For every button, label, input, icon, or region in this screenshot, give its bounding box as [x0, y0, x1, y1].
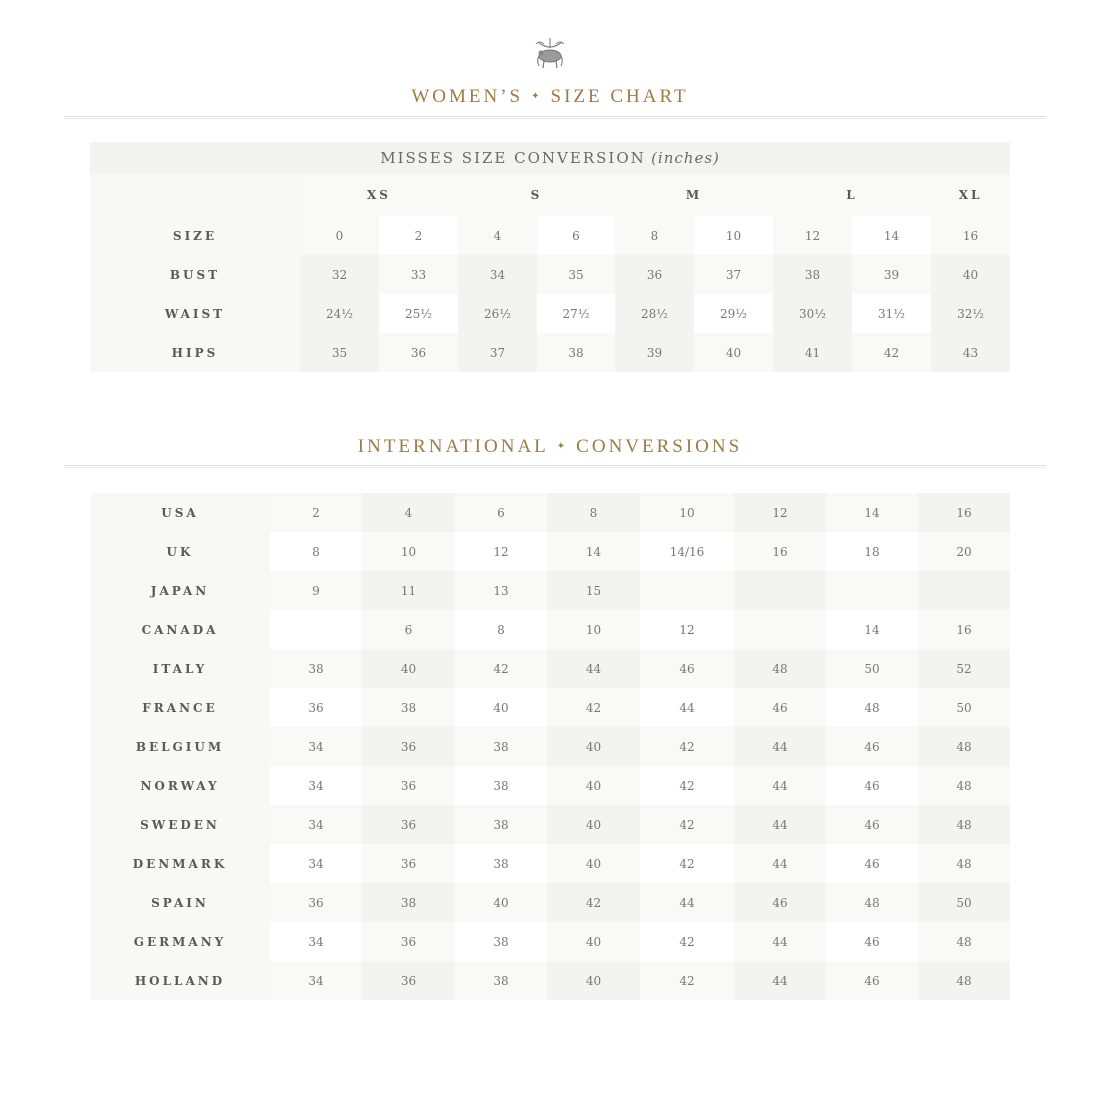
table-cell: 9	[270, 571, 362, 610]
table-cell: 36	[362, 805, 455, 844]
row-label: DENMARK	[90, 844, 270, 883]
table-cell: 40	[547, 844, 640, 883]
table-cell: 14	[547, 532, 640, 571]
table-row	[90, 532, 1010, 571]
table-cell: 41	[773, 333, 852, 372]
page-title	[0, 86, 1100, 108]
table-cell	[826, 571, 918, 610]
row-label: CANADA	[90, 610, 270, 649]
table-cell: 50	[918, 688, 1010, 727]
table-cell: 14	[826, 493, 918, 532]
table-cell: 36	[362, 922, 455, 961]
table-cell: 15	[547, 571, 640, 610]
table-cell: 12	[734, 493, 826, 532]
table-row	[90, 493, 1010, 532]
table-cell: 46	[826, 727, 918, 766]
table-cell: 4	[362, 493, 455, 532]
table-cell: 34	[270, 922, 362, 961]
table-row	[90, 805, 1010, 844]
table-cell: 8	[455, 610, 547, 649]
golden-fleece-logo-icon	[530, 36, 570, 72]
group-s: S	[458, 174, 615, 216]
table-cell	[918, 571, 1010, 610]
international-conversion-table	[90, 493, 1010, 1000]
table-cell: 34	[270, 766, 362, 805]
table-cell: 44	[734, 961, 826, 1000]
table-row	[90, 216, 1010, 255]
table-cell: 16	[918, 493, 1010, 532]
caption-unit: (inches)	[651, 149, 720, 167]
row-label: SIZE	[90, 216, 300, 255]
table-cell: 40	[931, 255, 1010, 294]
table-cell: 34	[458, 255, 537, 294]
table-row	[90, 922, 1010, 961]
table-cell: 48	[826, 883, 918, 922]
row-label: ITALY	[90, 649, 270, 688]
table-cell: 40	[547, 961, 640, 1000]
table-cell: 46	[826, 844, 918, 883]
table-cell	[640, 571, 734, 610]
table-caption	[90, 142, 1010, 174]
table-cell: 10	[694, 216, 773, 255]
table-cell: 16	[931, 216, 1010, 255]
title-divider	[64, 116, 1046, 119]
table-cell: 36	[615, 255, 694, 294]
table-cell: 36	[362, 727, 455, 766]
table-row	[90, 571, 1010, 610]
table-cell: 36	[379, 333, 458, 372]
table-cell: 40	[547, 766, 640, 805]
table-cell: 6	[362, 610, 455, 649]
table-cell: 40	[455, 883, 547, 922]
table-cell: 42	[455, 649, 547, 688]
table-cell: 6	[537, 216, 615, 255]
table-cell: 44	[547, 649, 640, 688]
table-cell: 18	[826, 532, 918, 571]
table-cell: 4	[458, 216, 537, 255]
group-l: L	[773, 174, 931, 216]
table-cell: 46	[826, 805, 918, 844]
row-label: FRANCE	[90, 688, 270, 727]
table-cell: 8	[615, 216, 694, 255]
table-cell: 44	[734, 844, 826, 883]
table-cell: 36	[362, 844, 455, 883]
table-cell: 16	[734, 532, 826, 571]
diamond-separator-icon: ✦	[556, 441, 569, 452]
table-row	[90, 294, 1010, 333]
row-label: HOLLAND	[90, 961, 270, 1000]
table-cell: 38	[270, 649, 362, 688]
table-row	[90, 649, 1010, 688]
table-cell: 38	[455, 805, 547, 844]
table-cell: 37	[694, 255, 773, 294]
table-cell: 6	[455, 493, 547, 532]
table-cell: 48	[918, 805, 1010, 844]
table-row	[90, 883, 1010, 922]
table-cell: 46	[826, 961, 918, 1000]
group-m: M	[615, 174, 773, 216]
table-cell: 40	[455, 688, 547, 727]
table-cell: 34	[270, 727, 362, 766]
size-group-row	[90, 174, 1010, 216]
table-cell: 35	[537, 255, 615, 294]
row-label: SPAIN	[90, 883, 270, 922]
table-cell: 26½	[458, 294, 537, 333]
section-title-international	[0, 436, 1100, 458]
table-cell: 42	[547, 883, 640, 922]
table-cell: 42	[640, 844, 734, 883]
table-cell: 42	[640, 922, 734, 961]
table-cell: 48	[918, 766, 1010, 805]
table-cell: 38	[362, 688, 455, 727]
table-cell: 32	[300, 255, 379, 294]
table-cell: 38	[537, 333, 615, 372]
table-cell: 42	[640, 805, 734, 844]
table-cell: 31½	[852, 294, 931, 333]
table-cell	[734, 610, 826, 649]
table-cell: 12	[455, 532, 547, 571]
table-cell: 12	[773, 216, 852, 255]
group-xs: XS	[300, 174, 458, 216]
table-cell: 34	[270, 805, 362, 844]
table-cell: 40	[362, 649, 455, 688]
table-cell: 14	[852, 216, 931, 255]
table-cell: 44	[640, 883, 734, 922]
table-cell: 42	[640, 961, 734, 1000]
table-row	[90, 255, 1010, 294]
table-cell: 52	[918, 649, 1010, 688]
table-cell: 35	[300, 333, 379, 372]
table-cell: 48	[918, 727, 1010, 766]
table-cell: 14	[826, 610, 918, 649]
table-cell: 10	[547, 610, 640, 649]
table-row	[90, 766, 1010, 805]
table-cell: 38	[455, 922, 547, 961]
table-cell: 11	[362, 571, 455, 610]
table-cell: 43	[931, 333, 1010, 372]
table-cell: 8	[547, 493, 640, 532]
table-cell: 44	[734, 922, 826, 961]
table-row	[90, 844, 1010, 883]
row-label: UK	[90, 532, 270, 571]
row-label: SWEDEN	[90, 805, 270, 844]
table-cell: 36	[270, 883, 362, 922]
table-row	[90, 688, 1010, 727]
table-cell: 40	[694, 333, 773, 372]
table-cell: 38	[773, 255, 852, 294]
row-label: BUST	[90, 255, 300, 294]
row-label: JAPAN	[90, 571, 270, 610]
group-xl: XL	[931, 174, 1010, 216]
table-cell: 42	[640, 766, 734, 805]
table-cell: 36	[270, 688, 362, 727]
table-cell: 48	[918, 922, 1010, 961]
row-label: WAIST	[90, 294, 300, 333]
table-cell: 2	[270, 493, 362, 532]
row-label: HIPS	[90, 333, 300, 372]
row-label: BELGIUM	[90, 727, 270, 766]
table-cell: 46	[734, 688, 826, 727]
table-cell: 42	[547, 688, 640, 727]
table-cell: 36	[362, 766, 455, 805]
table-cell: 38	[455, 844, 547, 883]
table-cell: 40	[547, 727, 640, 766]
table-cell: 40	[547, 922, 640, 961]
table-cell: 39	[615, 333, 694, 372]
table-cell: 0	[300, 216, 379, 255]
table-cell: 46	[826, 766, 918, 805]
table-cell: 10	[362, 532, 455, 571]
row-label: NORWAY	[90, 766, 270, 805]
section-divider	[64, 465, 1046, 468]
table-cell: 24½	[300, 294, 379, 333]
table-cell: 38	[362, 883, 455, 922]
title-right: SIZE CHART	[550, 86, 689, 107]
table-cell: 44	[734, 805, 826, 844]
row-label: USA	[90, 493, 270, 532]
table-cell: 46	[826, 922, 918, 961]
table-cell: 37	[458, 333, 537, 372]
table-cell: 34	[270, 961, 362, 1000]
table-cell: 16	[918, 610, 1010, 649]
table-cell: 32½	[931, 294, 1010, 333]
table-cell: 48	[734, 649, 826, 688]
table-cell: 48	[918, 844, 1010, 883]
title-left: INTERNATIONAL	[357, 436, 549, 457]
title-right: CONVERSIONS	[576, 436, 743, 457]
table-cell: 38	[455, 766, 547, 805]
table-cell: 42	[852, 333, 931, 372]
table-cell: 13	[455, 571, 547, 610]
table-cell: 28½	[615, 294, 694, 333]
table-cell: 44	[734, 766, 826, 805]
table-row	[90, 961, 1010, 1000]
table-cell: 20	[918, 532, 1010, 571]
table-cell: 48	[826, 688, 918, 727]
table-cell: 46	[640, 649, 734, 688]
caption-main: MISSES SIZE CONVERSION	[380, 149, 646, 167]
table-row	[90, 727, 1010, 766]
table-cell: 38	[455, 727, 547, 766]
table-cell	[270, 610, 362, 649]
misses-size-table	[90, 142, 1010, 372]
table-cell: 27½	[537, 294, 615, 333]
table-cell: 30½	[773, 294, 852, 333]
table-cell: 2	[379, 216, 458, 255]
table-cell: 38	[455, 961, 547, 1000]
table-cell: 40	[547, 805, 640, 844]
table-cell: 33	[379, 255, 458, 294]
table-cell: 50	[918, 883, 1010, 922]
table-cell: 29½	[694, 294, 773, 333]
table-cell: 44	[640, 688, 734, 727]
table-cell	[734, 571, 826, 610]
table-cell: 14/16	[640, 532, 734, 571]
table-cell: 8	[270, 532, 362, 571]
title-left: WOMEN’S	[411, 86, 524, 107]
empty-header-cell	[90, 174, 300, 216]
table-cell: 46	[734, 883, 826, 922]
table-row	[90, 333, 1010, 372]
table-cell: 34	[270, 844, 362, 883]
table-cell: 36	[362, 961, 455, 1000]
table-cell: 42	[640, 727, 734, 766]
table-cell: 44	[734, 727, 826, 766]
table-row	[90, 610, 1010, 649]
table-cell: 12	[640, 610, 734, 649]
table-cell: 25½	[379, 294, 458, 333]
table-cell: 10	[640, 493, 734, 532]
diamond-separator-icon: ✦	[531, 91, 543, 102]
table-cell: 39	[852, 255, 931, 294]
table-cell: 48	[918, 961, 1010, 1000]
row-label: GERMANY	[90, 922, 270, 961]
table-cell: 50	[826, 649, 918, 688]
